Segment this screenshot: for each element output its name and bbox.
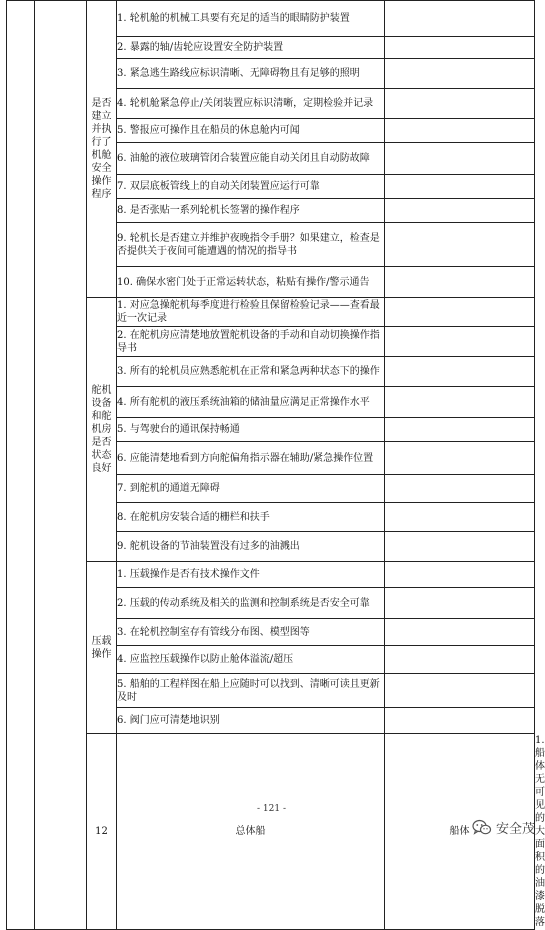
- item-cell-engine-safety: 是否建立并执行了机舱安全操作程序: [87, 1, 117, 298]
- result-cell: [385, 223, 535, 267]
- question-cell: 6. 应能清楚地看到方向舵偏角指示器在辅助/紧急操作位置: [117, 442, 385, 475]
- result-cell: [385, 59, 535, 89]
- question-cell: 3. 所有的轮机员应熟悉舵机在正常和紧急两种状态下的操作: [117, 357, 385, 387]
- result-cell: [385, 37, 535, 59]
- system-cell-hull: 总体船: [117, 734, 385, 930]
- result-cell: [385, 646, 535, 674]
- question-cell: 6. 油舱的液位玻璃管闭合装置应能自动关闭且自动防故障: [117, 143, 385, 175]
- question-cell: 4. 所有舵机的液压系统油箱的储油量应满足正常操作水平: [117, 387, 385, 418]
- question-cell: 1. 压载操作是否有技术操作文件: [117, 562, 385, 588]
- result-cell: [385, 298, 535, 327]
- question-cell: 9. 轮机长是否建立并维护夜晚指令手册？如果建立，检查是否提供关于夜间可能遭遇的情况的指导书: [117, 223, 385, 267]
- page-number: - 121 -: [257, 804, 286, 814]
- question-cell: 3. 在轮机控制室存有管线分布图、模型图等: [117, 619, 385, 646]
- table-row: [7, 298, 535, 327]
- question-cell: 6. 阀门应可清楚地识别: [117, 708, 385, 734]
- result-cell: [385, 503, 535, 532]
- question-cell: 7. 双层底板管线上的自动关闭装置应运行可靠: [117, 175, 385, 199]
- table-row: [7, 562, 535, 588]
- result-cell: [385, 674, 535, 708]
- watermark-text: 安全茂: [495, 822, 535, 837]
- result-cell: [385, 442, 535, 475]
- question-cell: 8. 是否张贴一系列轮机长签署的操作程序: [117, 199, 385, 223]
- result-cell: [385, 143, 535, 175]
- table-row: 12 总体船 船体 1. 船体无可见的大面积的油漆脱落: [7, 734, 535, 930]
- wechat-icon: [472, 819, 492, 836]
- table-row: [7, 1, 535, 37]
- question-cell: 1. 对应急操舵机每季度进行检验且保留检验记录——查看最近一次记录: [117, 298, 385, 327]
- question-cell: 5. 与驾驶台的通讯保持畅通: [117, 418, 385, 442]
- result-cell: [385, 562, 535, 588]
- result-cell: [385, 708, 535, 734]
- question-cell: 5. 警报应可操作且在船员的休息舱内可闻: [117, 119, 385, 143]
- result-cell: [385, 418, 535, 442]
- result-cell: [385, 588, 535, 619]
- result-cell: [385, 1, 535, 37]
- result-cell: [385, 532, 535, 562]
- result-cell: [385, 619, 535, 646]
- item-cell-steering-gear: 舵机设备和舵机房是否状态良好: [87, 298, 117, 562]
- watermark: [472, 818, 535, 837]
- row-number: 12: [87, 734, 117, 930]
- result-cell: [385, 119, 535, 143]
- inspection-checklist-table: [6, 0, 545, 930]
- result-cell: [385, 475, 535, 503]
- question-cell: 3. 紧急逃生路线应标识清晰、无障碍物且有足够的照明: [117, 59, 385, 89]
- question-cell: 2. 压载的传动系统及相关的监测和控制系统是否安全可靠: [117, 588, 385, 619]
- question-cell: 2. 暴露的轴/齿轮应设置安全防护装置: [117, 37, 385, 59]
- question-cell: 1. 轮机舱的机械工具要有充足的适当的眼睛防护装置: [117, 1, 385, 37]
- number-cell-continued: [7, 1, 35, 930]
- result-cell: [385, 175, 535, 199]
- question-cell: 4. 应监控压载操作以防止舱体溢流/超压: [117, 646, 385, 674]
- question-cell: 7. 到舵机的通道无障碍: [117, 475, 385, 503]
- question-cell: 8. 在舵机房安装合适的栅栏和扶手: [117, 503, 385, 532]
- item-cell-ballast: 压载操作: [87, 562, 117, 734]
- question-cell: 10. 确保水密门处于正常运转状态，粘贴有操作/警示通告: [117, 267, 385, 298]
- question-cell: 2. 在舵机房应清楚地放置舵机设备的手动和自动切换操作指导书: [117, 327, 385, 357]
- result-cell: [385, 387, 535, 418]
- item-cell-hull: 船体: [385, 734, 535, 930]
- system-cell-continued: [35, 1, 87, 930]
- question-cell: 9. 舵机设备的节油装置没有过多的油溅出: [117, 532, 385, 562]
- result-cell: [385, 327, 535, 357]
- result-cell: [385, 267, 535, 298]
- result-cell: [385, 357, 535, 387]
- result-cell: [385, 89, 535, 119]
- result-cell: [385, 199, 535, 223]
- question-cell: 5. 船舶的工程样图在船上应随时可以找到、清晰可读且更新及时: [117, 674, 385, 708]
- question-cell: 4. 轮机舱紧急停止/关闭装置应标识清晰，定期检验并记录: [117, 89, 385, 119]
